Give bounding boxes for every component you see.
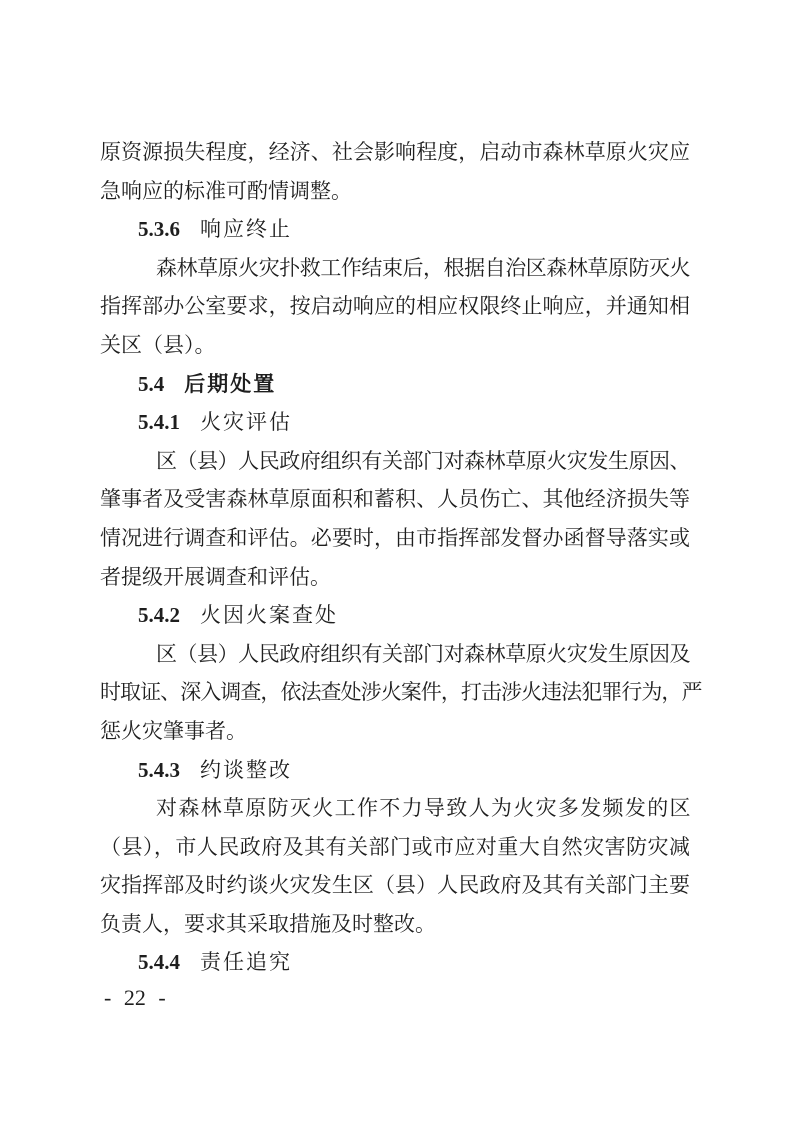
section-heading (100, 210, 690, 249)
text-line: 肇事者及受害森林草原面积和蓄积、人员伤亡、其他经济损失等 (100, 487, 690, 512)
text-line: 情况进行调查和评估。必要时，由市指挥部发督办函督导落实或 (100, 525, 690, 550)
text-line: 对森林草原防灭火工作不力导致人为火灾多发频发的区 (156, 796, 690, 821)
section-heading (100, 403, 690, 442)
heading-number: 5.4 (138, 371, 165, 396)
heading-number: 5.4.2 (138, 603, 180, 628)
text-line: 森林草原火灾扑救工作结束后，根据自治区森林草原防灭火 (156, 255, 690, 280)
text-line: 原资源损失程度，经济、社会影响程度，启动市森林草原火灾应 (100, 140, 690, 164)
section-heading (100, 943, 690, 982)
text-line: 惩火灾肇事者。 (100, 718, 247, 743)
heading-title: 责任追究 (200, 950, 292, 975)
text-line: 指挥部办公室要求，按启动响应的相应权限终止响应，并通知相 (100, 294, 690, 319)
heading-title: 后期处置 (184, 372, 277, 396)
heading-number: 5.3.6 (138, 217, 180, 242)
heading-number: 5.4.1 (138, 410, 180, 435)
heading-number: 5.4.3 (138, 757, 180, 782)
text-line: 者提级开展调查和评估。 (100, 564, 331, 589)
text-line: 负责人，要求其采取措施及时整改。 (100, 911, 436, 936)
text-line: 区（县）人民政府组织有关部门对森林草原火灾发生原因、 (156, 448, 690, 473)
text-line: 时取证、深入调查，依法查处涉火案件，打击涉火违法犯罪行为，严 (100, 680, 702, 705)
text-line: 急响应的标准可酌情调整。 (100, 178, 352, 203)
section-heading (100, 751, 690, 790)
text-line: 关区（县）。 (100, 332, 216, 357)
text-line: （县），市人民政府及其有关部门或市应对重大自然灾害防灾减 (100, 834, 690, 859)
section-heading (100, 596, 690, 635)
heading-title: 约谈整改 (200, 757, 292, 782)
section-heading (100, 365, 690, 404)
document-body (100, 133, 702, 982)
heading-title: 火因火案查处 (200, 603, 338, 628)
heading-number: 5.4.4 (138, 950, 180, 975)
page-number: - 22 - (104, 985, 166, 1010)
heading-title: 响应终止 (200, 217, 292, 242)
heading-title: 火灾评估 (200, 410, 292, 435)
text-line: 区（县）人民政府组织有关部门对森林草原火灾发生原因及 (156, 641, 690, 666)
text-line: 灾指挥部及时约谈火灾发生区（县）人民政府及其有关部门主要 (100, 873, 690, 898)
